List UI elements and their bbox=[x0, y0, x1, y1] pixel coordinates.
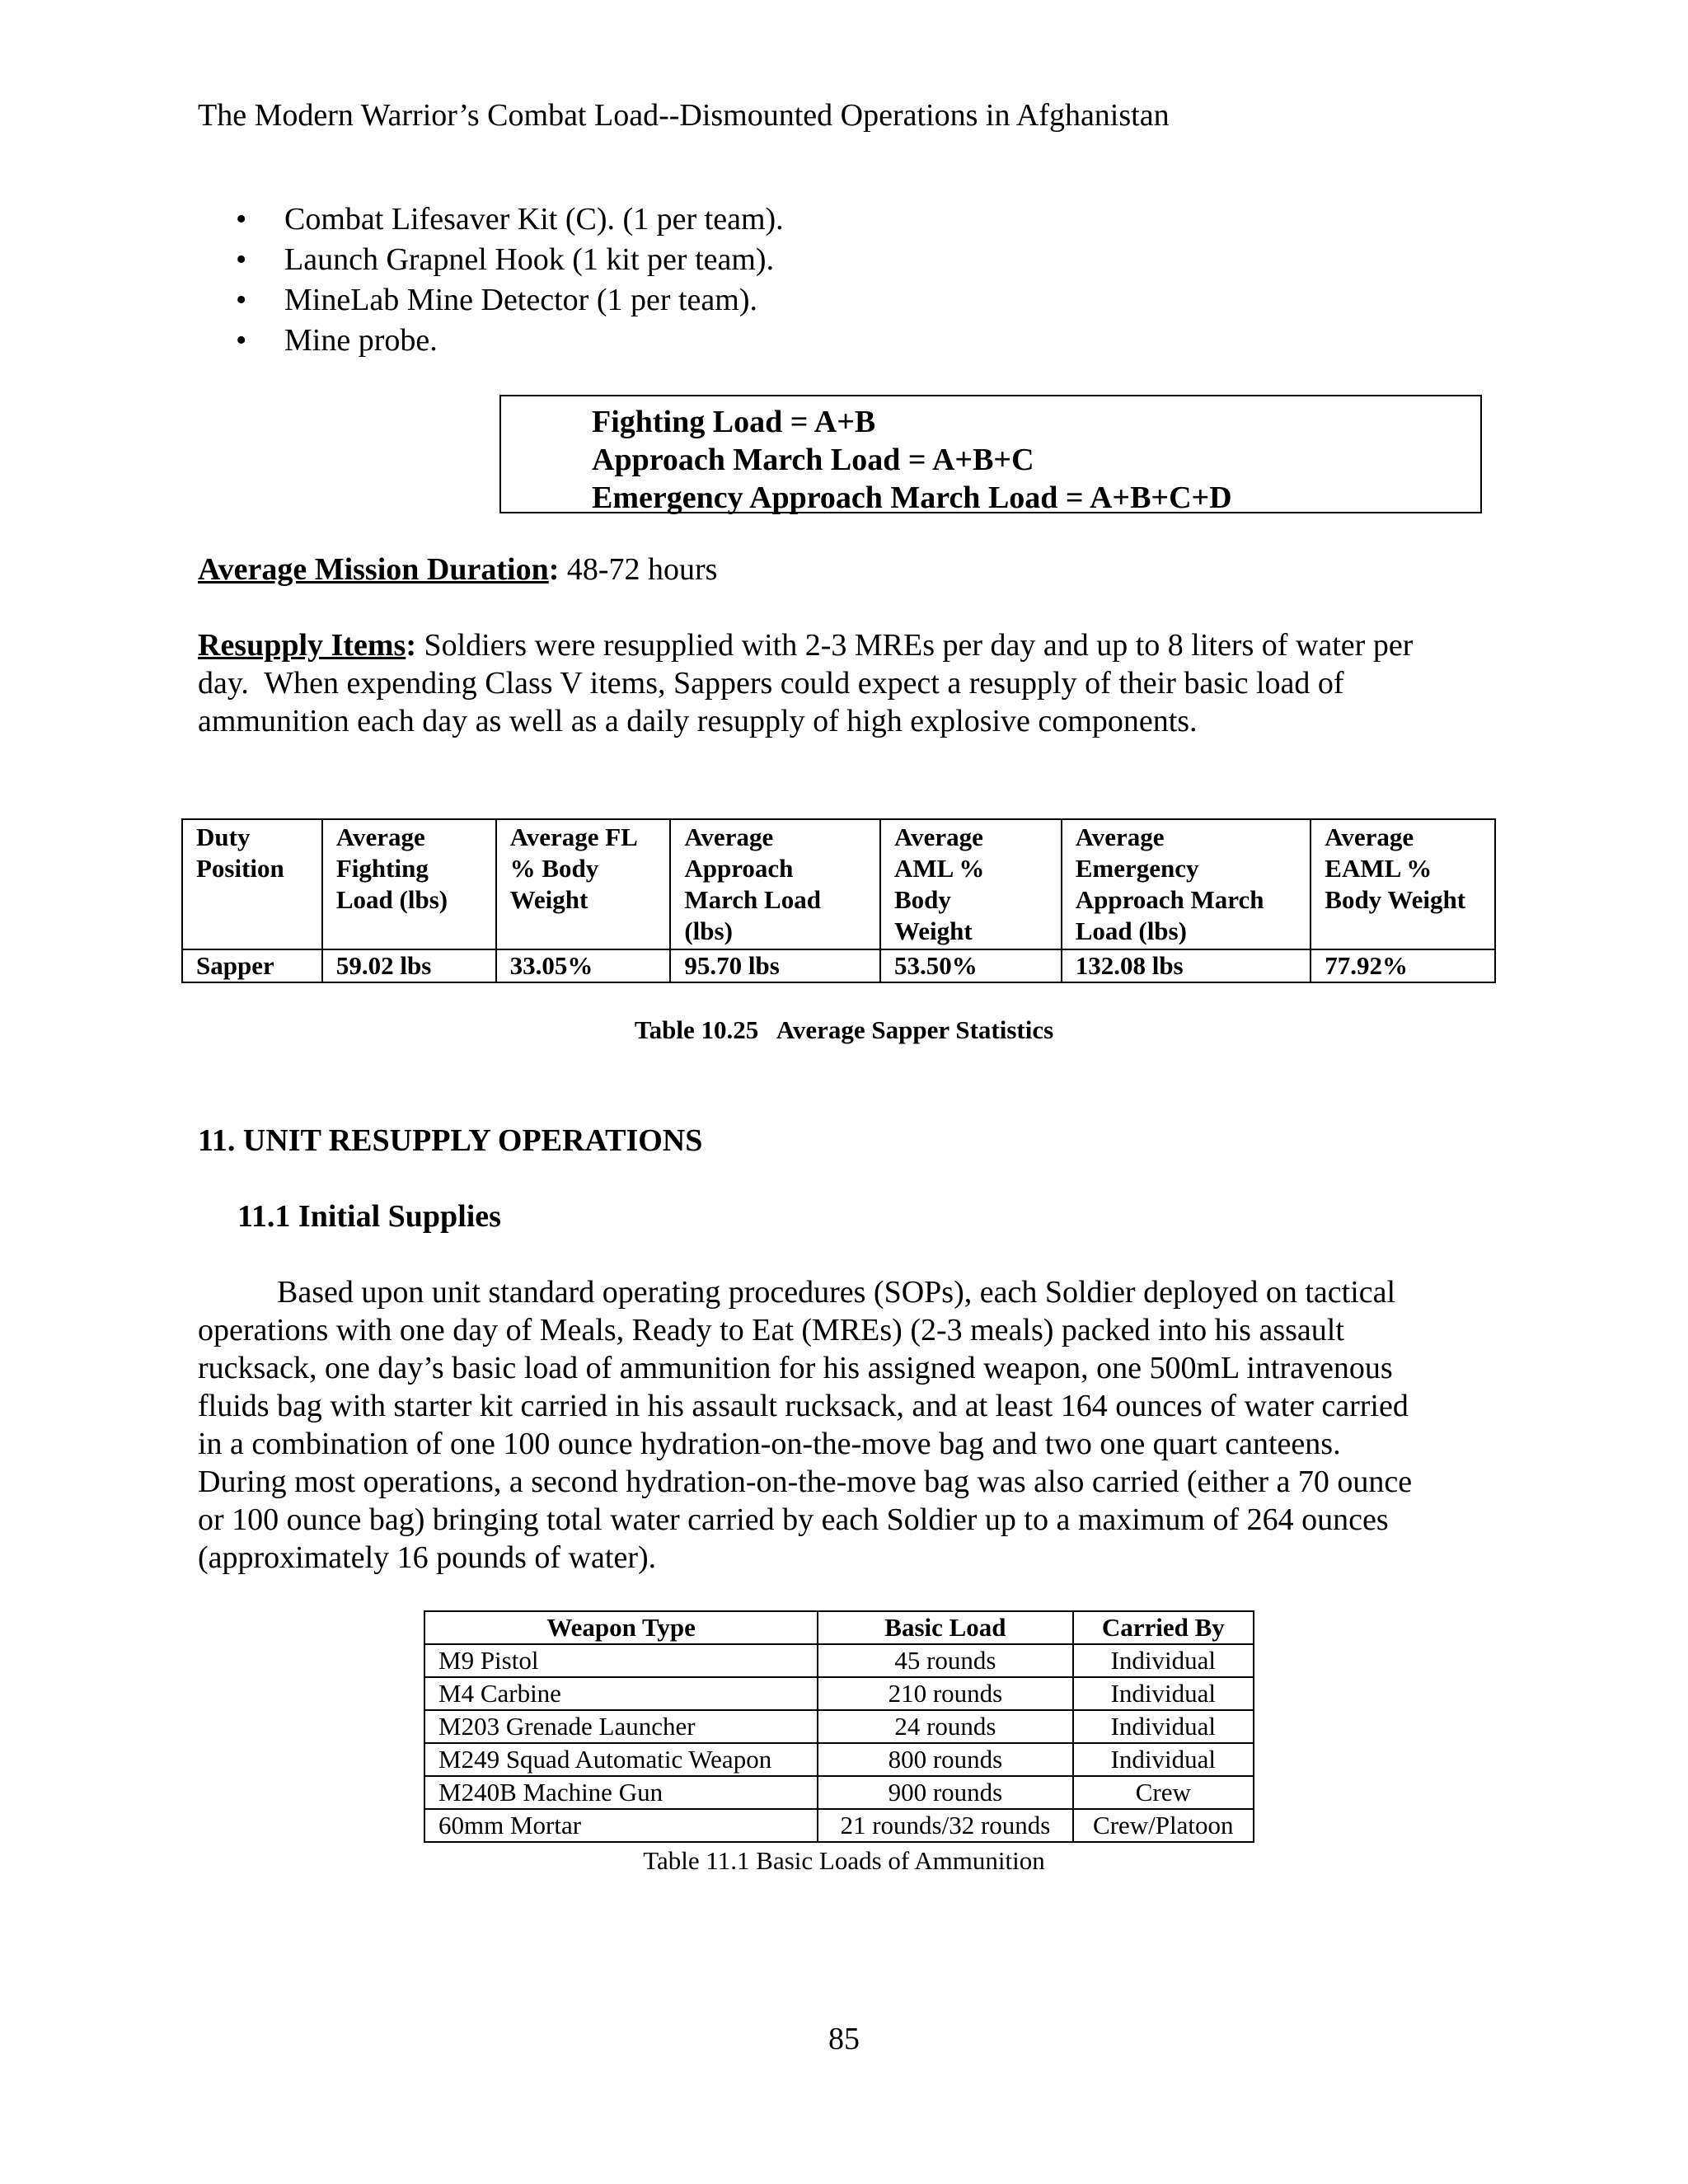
table-cell: Sapper bbox=[182, 949, 322, 982]
header-cell: Average Fighting Load (lbs) bbox=[322, 819, 496, 949]
table-header-row bbox=[182, 819, 1495, 949]
table-cell: 53.50% bbox=[880, 949, 1062, 982]
table-cell: M4 Carbine bbox=[424, 1677, 818, 1710]
mission-duration-value: 48-72 hours bbox=[559, 552, 718, 587]
table-cell: M240B Machine Gun bbox=[424, 1776, 818, 1809]
bullet-item: • Combat Lifesaver Kit (C). (1 per team). bbox=[198, 199, 784, 240]
paragraph-line: Based upon unit standard operating procedures (SOPs), each Soldier deployed on tactical bbox=[277, 1275, 1396, 1310]
paragraph-line: (approximately 16 pounds of water). bbox=[198, 1540, 657, 1575]
table-cell: 132.08 lbs bbox=[1062, 949, 1311, 982]
header-cell: Weapon Type bbox=[424, 1611, 818, 1644]
header-cell: Basic Load bbox=[818, 1611, 1072, 1644]
equipment-bullet-list bbox=[198, 199, 784, 361]
mission-duration-label: Average Mission Duration bbox=[198, 552, 549, 587]
table-cell: Individual bbox=[1073, 1644, 1254, 1677]
header-cell: Average Approach March Load (lbs) bbox=[670, 819, 880, 949]
running-header: The Modern Warrior’s Combat Load--Dismounted Operations in Afghanistan bbox=[198, 98, 1170, 133]
paragraph-line: rucksack, one day’s basic load of ammunition for his assigned weapon, one 500mL intravenous bbox=[198, 1351, 1393, 1385]
sapper-statistics-table bbox=[181, 818, 1496, 983]
table-cell: 77.92% bbox=[1311, 949, 1495, 982]
table-cell: 24 rounds bbox=[818, 1710, 1072, 1743]
table-cell: 900 rounds bbox=[818, 1776, 1072, 1809]
bullet-item: • Mine probe. bbox=[198, 321, 784, 361]
table-cell: 21 rounds/32 rounds bbox=[818, 1809, 1072, 1842]
table-row bbox=[424, 1710, 1254, 1743]
resupply-line: ammunition each day as well as a daily resupply of high explosive components. bbox=[198, 704, 1198, 738]
table-row bbox=[424, 1644, 1254, 1677]
table-row bbox=[424, 1743, 1254, 1776]
table-cell: Crew/Platoon bbox=[1073, 1809, 1254, 1842]
section-heading: 11. UNIT RESUPPLY OPERATIONS bbox=[198, 1123, 703, 1158]
table-row bbox=[424, 1776, 1254, 1809]
resupply-line: Soldiers were resupplied with 2-3 MREs per day and up to 8 liters of water per bbox=[415, 628, 1414, 663]
table-header-row bbox=[424, 1611, 1254, 1644]
table-cell: 95.70 lbs bbox=[670, 949, 880, 982]
table-cell: 800 rounds bbox=[818, 1743, 1072, 1776]
table-cell: Individual bbox=[1073, 1743, 1254, 1776]
table-row bbox=[182, 949, 1495, 982]
header-cell: Average EAML % Body Weight bbox=[1311, 819, 1495, 949]
paragraph-line: During most operations, a second hydration-on-the-move bag was also carried (either a 70 ounce bbox=[198, 1465, 1413, 1499]
header-cell: Carried By bbox=[1073, 1611, 1254, 1644]
table-cell: Individual bbox=[1073, 1710, 1254, 1743]
table-cell: Crew bbox=[1073, 1776, 1254, 1809]
bullet-item: • Launch Grapnel Hook (1 kit per team). bbox=[198, 240, 784, 280]
header-cell: Average FL % Body Weight bbox=[496, 819, 671, 949]
header-cell: Average AML % Body Weight bbox=[880, 819, 1062, 949]
table-cell: M9 Pistol bbox=[424, 1644, 818, 1677]
header-cell: Average Emergency Approach March Load (lbs) bbox=[1062, 819, 1311, 949]
table-caption: Table 11.1 Basic Loads of Ammunition bbox=[643, 1846, 1045, 1875]
header-cell: Duty Position bbox=[182, 819, 322, 949]
table-cell: M249 Squad Automatic Weapon bbox=[424, 1743, 818, 1776]
table-cell: 60mm Mortar bbox=[424, 1809, 818, 1842]
paragraph-line: in a combination of one 100 ounce hydration-on-the-move bag and two one quart canteens. bbox=[198, 1427, 1341, 1461]
bullet-item: • MineLab Mine Detector (1 per team). bbox=[198, 280, 784, 321]
resupply-items-paragraph bbox=[198, 626, 1492, 740]
resupply-line: day. When expending Class V items, Sappers could expect a resupply of their basic load of bbox=[198, 666, 1344, 701]
paragraph-line: or 100 ounce bag) bringing total water carried by each Soldier up to a maximum of 264 ounces bbox=[198, 1502, 1389, 1537]
load-formula-line: Fighting Load = A+B bbox=[592, 405, 876, 439]
page-number: 85 bbox=[828, 2022, 860, 2056]
table-cell: 59.02 lbs bbox=[322, 949, 496, 982]
table-row bbox=[424, 1677, 1254, 1710]
resupply-items-colon: : bbox=[406, 628, 416, 663]
table-cell: 210 rounds bbox=[818, 1677, 1072, 1710]
subsection-heading: 11.1 Initial Supplies bbox=[237, 1199, 501, 1234]
table-row bbox=[424, 1809, 1254, 1842]
table-cell: Individual bbox=[1073, 1677, 1254, 1710]
mission-duration bbox=[198, 551, 1492, 588]
paragraph-line: fluids bag with starter kit carried in his assault rucksack, and at least 164 ounces of water carried bbox=[198, 1389, 1409, 1423]
resupply-items-label: Resupply Items bbox=[198, 628, 406, 663]
table-caption: Table 10.25 Average Sapper Statistics bbox=[634, 1015, 1054, 1044]
table-cell: 33.05% bbox=[496, 949, 671, 982]
load-formula-box bbox=[499, 395, 1482, 513]
load-formula-line: Emergency Approach March Load = A+B+C+D bbox=[592, 480, 1232, 515]
paragraph-line: operations with one day of Meals, Ready to Eat (MREs) (2-3 meals) packed into his assault bbox=[198, 1313, 1344, 1347]
ammunition-table bbox=[424, 1610, 1254, 1843]
load-formula-line: Approach March Load = A+B+C bbox=[592, 443, 1034, 477]
table-cell: 45 rounds bbox=[818, 1644, 1072, 1677]
mission-duration-colon: : bbox=[548, 552, 560, 587]
table-cell: M203 Grenade Launcher bbox=[424, 1710, 818, 1743]
initial-supplies-paragraph bbox=[198, 1273, 1492, 1577]
